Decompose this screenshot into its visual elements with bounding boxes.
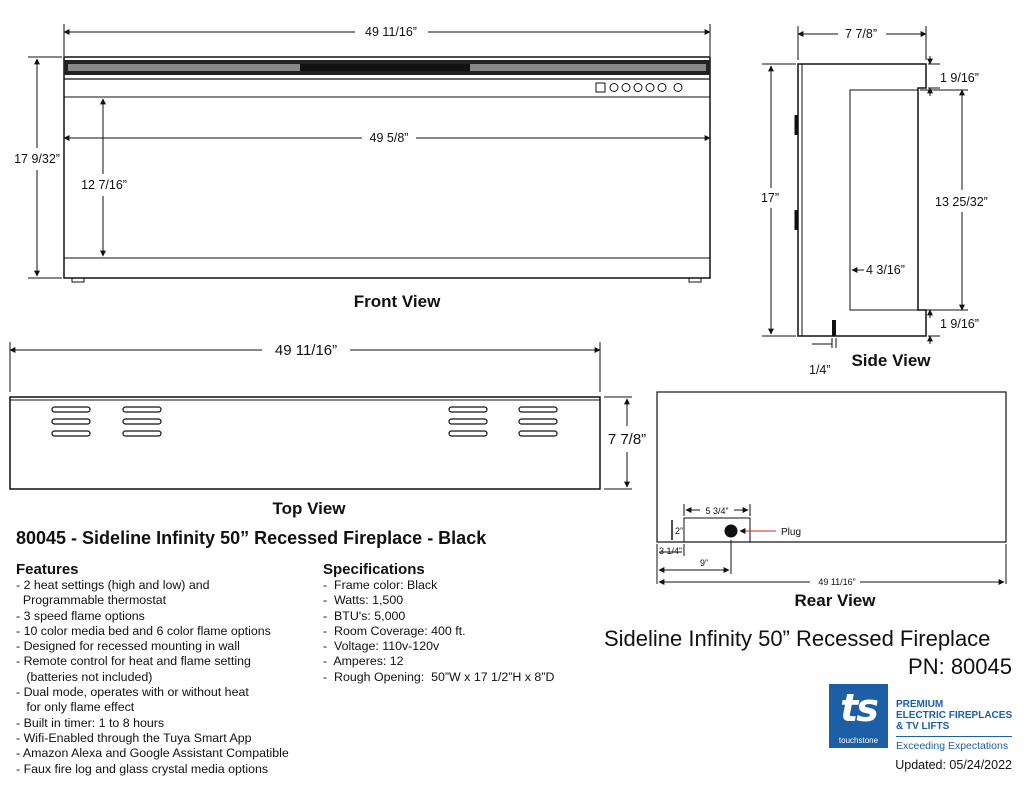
logo-mark: ts — [840, 686, 877, 730]
side-view — [762, 26, 968, 348]
list-item: - 10 color media bed and 6 color flame options — [16, 623, 271, 638]
document-title: 80045 - Sideline Infinity 50” Recessed Fireplace - Black — [16, 528, 487, 548]
rear-box-width: 5 3/4” — [705, 506, 729, 516]
list-item: - 2 heat settings (high and low) and — [16, 578, 210, 592]
updated-date: Updated: 05/24/2022 — [895, 758, 1012, 772]
side-foot: 1/4” — [809, 363, 831, 377]
tagline-line: & TV LIFTS — [896, 721, 950, 732]
brand-slogan: Exceeding Expectations — [896, 740, 1009, 752]
plug-label: Plug — [781, 527, 802, 538]
list-item: - Voltage: 110v-120v — [323, 639, 440, 654]
list-item: - Rough Opening: 50”W x 17 1/2”H x 8”D — [323, 669, 555, 684]
product-name: Sideline Infinity 50” Recessed Fireplace — [604, 626, 991, 651]
tagline-line: PREMIUM — [896, 699, 944, 710]
rear-view-label: Rear View — [794, 591, 876, 610]
list-item: - Amperes: 12 — [323, 654, 404, 669]
touchstone-logo — [829, 684, 888, 748]
list-item: - BTU's: 5,000 — [323, 608, 406, 623]
top-view-label: Top View — [272, 499, 346, 518]
front-glass-height: 12 7/16” — [81, 178, 127, 192]
side-inner-depth: 4 3/16” — [866, 263, 905, 277]
side-bottom-offset: 1 9/16” — [940, 317, 979, 331]
list-item: - Remote control for heat and flame setting — [16, 654, 251, 669]
list-item: - Watts: 1,500 — [323, 593, 404, 608]
part-number: PN: 80045 — [908, 654, 1012, 679]
top-view — [10, 342, 632, 489]
front-view — [28, 24, 710, 282]
rear-width: 49 11/16” — [818, 577, 856, 587]
list-item: - 3 speed flame options — [16, 608, 145, 623]
rear-side-offset: 3 1/4” — [659, 546, 683, 556]
rear-offset: 9” — [699, 558, 709, 568]
list-item: (batteries not included) — [16, 669, 153, 684]
list-item: - Built in timer: 1 to 8 hours — [16, 715, 165, 730]
features-heading: Features — [16, 561, 79, 578]
list-item: - Frame color: Black — [323, 578, 438, 592]
list-item: Programmable thermostat — [16, 593, 167, 608]
rear-box-height: 2” — [675, 526, 684, 536]
list-item: - Designed for recessed mounting in wall — [16, 639, 240, 654]
top-width: 49 11/16” — [274, 342, 338, 359]
side-inner-height: 13 25/32” — [935, 195, 988, 209]
front-view-label: Front View — [353, 292, 441, 311]
front-inner-width: 49 5/8” — [369, 131, 409, 145]
specifications-list — [323, 578, 554, 685]
list-item: - Wifi-Enabled through the Tuya Smart App — [16, 730, 252, 745]
features-list — [16, 578, 289, 777]
list-item: for only flame effect — [16, 700, 135, 715]
list-item: - Room Coverage: 400 ft. — [323, 623, 466, 638]
logo-divider — [896, 736, 1012, 737]
side-top-offset: 1 9/16” — [940, 71, 979, 85]
rear-view — [657, 392, 1006, 584]
list-item: - Dual mode, operates with or without heat — [16, 685, 249, 700]
list-item: - Faux fire log and glass crystal media options — [16, 761, 269, 776]
list-item: - Amazon Alexa and Google Assistant Compatible — [16, 746, 289, 761]
side-height: 17” — [760, 191, 780, 205]
side-depth: 7 7/8” — [845, 27, 877, 41]
brand-tagline — [896, 699, 1012, 732]
front-overall-width: 49 11/16” — [365, 25, 417, 39]
tagline-line: ELECTRIC FIREPLACES — [896, 710, 1013, 721]
side-view-label: Side View — [851, 351, 931, 370]
specifications-heading: Specifications — [323, 561, 425, 578]
front-overall-height: 17 9/32” — [14, 152, 60, 166]
logo-brand-name: touchstone — [838, 736, 879, 745]
top-depth: 7 7/8” — [607, 431, 647, 448]
